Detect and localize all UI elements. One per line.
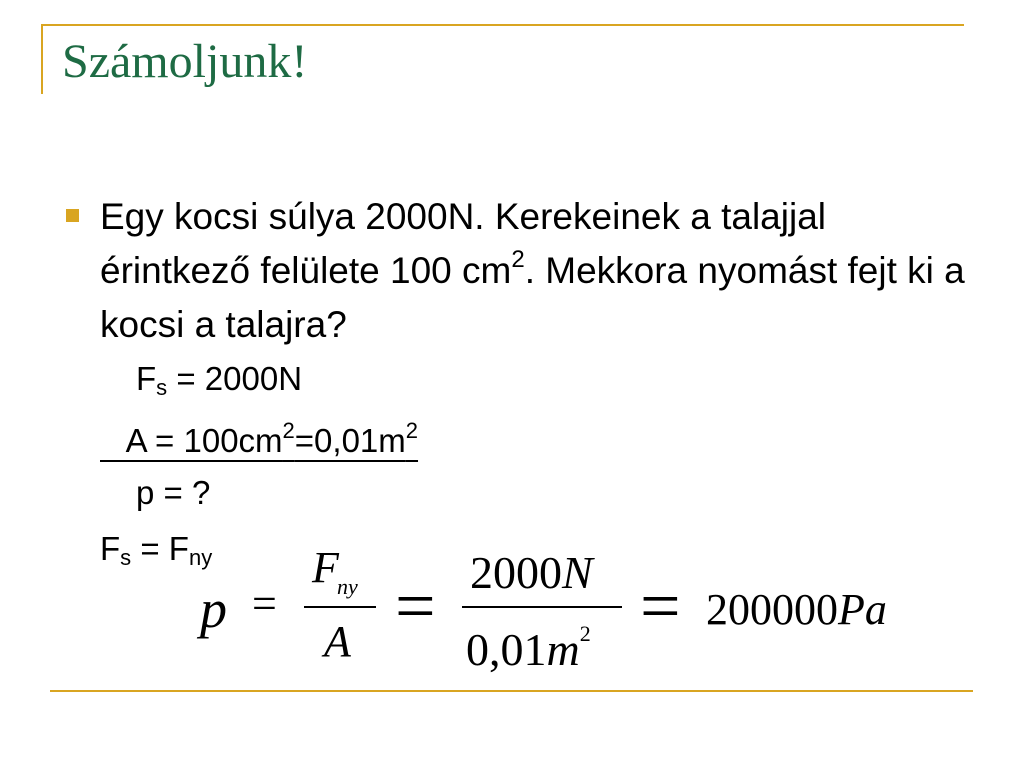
formula-den2-value — [466, 623, 591, 673]
relation-mid: = F — [131, 530, 189, 567]
force-value: = 2000N — [167, 360, 303, 397]
num2-number: 2000 — [470, 547, 562, 598]
given-force — [136, 362, 302, 399]
force-subscript: s — [156, 375, 168, 400]
relation-left-sub: s — [120, 545, 132, 570]
top-divider — [41, 24, 964, 26]
result-unit: Pa — [838, 585, 887, 634]
result-number: 200000 — [706, 585, 838, 634]
problem-text-part2: . Mekkora nyomást fejt ki a kocsi a talajra? — [100, 250, 965, 345]
formula-eq-1: = — [252, 579, 277, 628]
problem-statement — [100, 190, 970, 352]
formula-p: p — [200, 579, 227, 639]
formula-eq-2: = — [395, 566, 436, 646]
den2-sup: 2 — [579, 621, 591, 646]
formula-num2-value — [470, 547, 593, 598]
force-symbol: F — [136, 360, 157, 397]
fraction-bar-2 — [462, 606, 622, 608]
den2-number: 0,01 — [466, 624, 547, 675]
unknown-pressure: p = ? — [136, 474, 211, 511]
formula-num-f: F — [312, 543, 339, 592]
area-converted: =0,01m — [294, 422, 406, 459]
pressure-formula — [200, 540, 930, 675]
fraction-bar-1 — [304, 606, 376, 608]
area-sup-2: 2 — [405, 418, 419, 443]
formula-den-a: A — [324, 617, 351, 666]
slide-title: Számoljunk! — [62, 35, 308, 88]
force-equality — [100, 532, 212, 569]
num2-unit: N — [562, 547, 593, 598]
relation-left: F — [100, 530, 121, 567]
problem-superscript: 2 — [511, 246, 525, 273]
relation-right-sub: ny — [188, 545, 213, 570]
left-divider — [41, 24, 43, 94]
formula-result — [706, 585, 887, 634]
bottom-divider — [50, 690, 973, 692]
given-area — [100, 420, 418, 457]
den2-unit: m — [546, 624, 580, 675]
bullet-square-icon — [66, 209, 79, 222]
problem-text-part1: Egy kocsi súlya 2000N. Kerekeinek a talajjal érintkező felülete 100 cm — [100, 196, 826, 291]
formula-num-f-sub: ny — [337, 574, 358, 599]
area-sup-1: 2 — [282, 418, 295, 443]
area-text: A = 100cm — [100, 422, 283, 459]
formula-eq-3: = — [640, 566, 681, 646]
